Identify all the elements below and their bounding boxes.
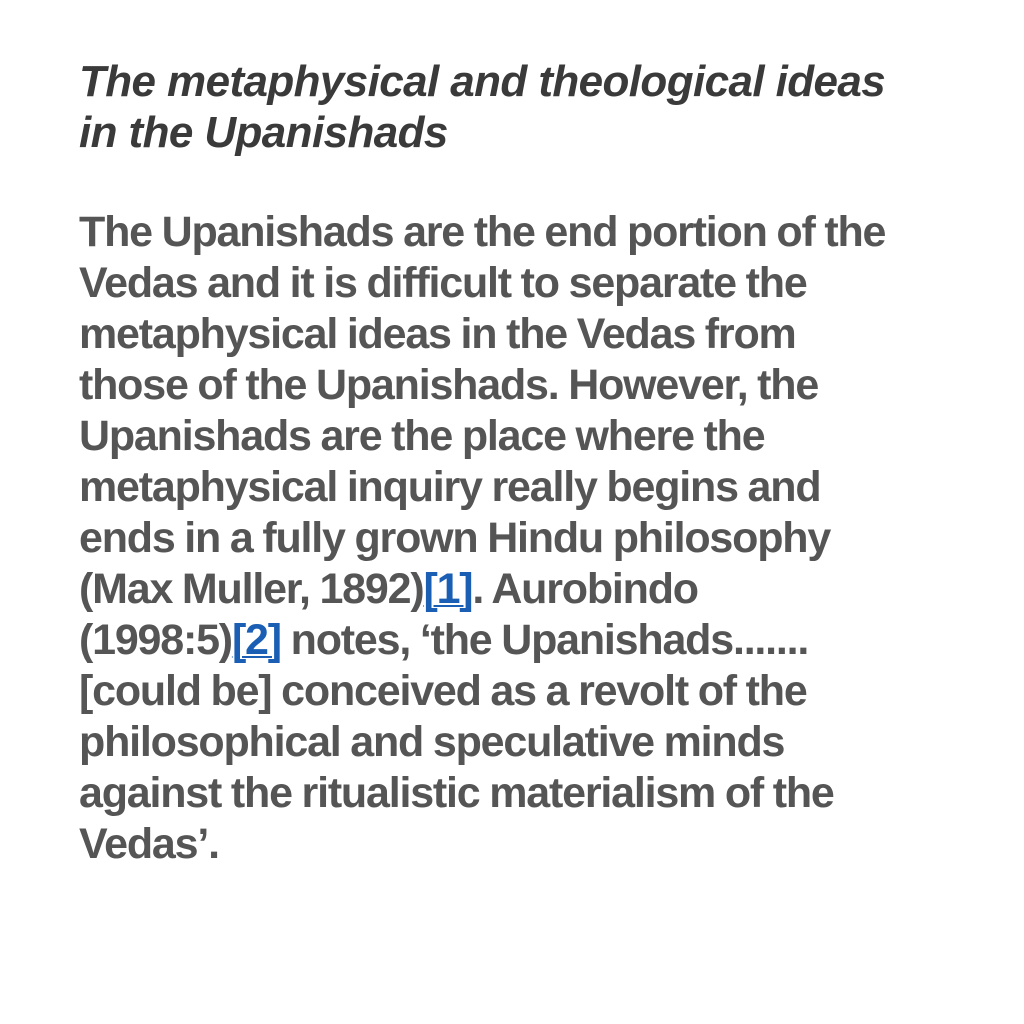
paragraph-line: Upanishads are the place where the: [79, 412, 765, 460]
paragraph-line: against the ritualistic materialism of the: [79, 769, 834, 817]
paragraph-line: [79, 615, 954, 666]
heading-line: in the Upanishads: [79, 108, 448, 157]
paragraph-line: Vedas’.: [79, 820, 219, 868]
citation-text: (Max Muller, 1892): [79, 565, 424, 613]
section-heading: [79, 56, 954, 158]
paragraph-line: ends in a fully grown Hindu philosophy: [79, 514, 831, 562]
body-paragraph: [79, 207, 954, 870]
paragraph-line: [79, 564, 954, 615]
paragraph-line: metaphysical inquiry really begins and: [79, 463, 821, 511]
paragraph-line: [could be] conceived as a revolt of the: [79, 667, 807, 715]
footnote-link-2[interactable]: [2]: [231, 616, 281, 664]
paragraph-line: those of the Upanishads. However, the: [79, 361, 819, 409]
heading-line: The metaphysical and theological ideas: [79, 57, 886, 106]
paragraph-line: Vedas and it is difficult to separate the: [79, 259, 807, 307]
quote-text: notes, ‘the Upanishads.......: [280, 616, 809, 664]
paragraph-line: The Upanishads are the end portion of the: [79, 208, 886, 256]
citation-text: . Aurobindo: [472, 565, 698, 613]
paragraph-line: metaphysical ideas in the Vedas from: [79, 310, 796, 358]
paragraph-line: philosophical and speculative minds: [79, 718, 785, 766]
footnote-link-1[interactable]: [1]: [423, 565, 473, 613]
citation-text: (1998:5): [79, 616, 232, 664]
